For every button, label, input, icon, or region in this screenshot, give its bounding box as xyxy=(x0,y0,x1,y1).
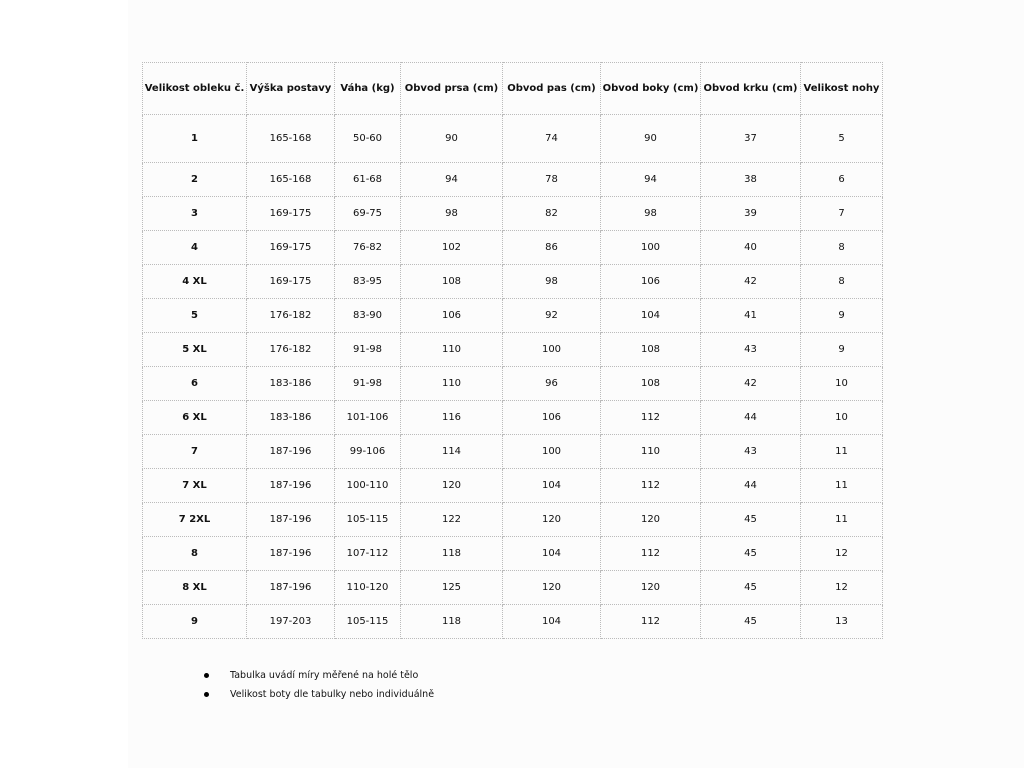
table-cell: 120 xyxy=(503,503,601,537)
table-cell: 74 xyxy=(503,115,601,163)
table-cell: 13 xyxy=(801,605,883,639)
table-cell: 169-175 xyxy=(247,231,335,265)
table-cell: 114 xyxy=(401,435,503,469)
size-cell: 1 xyxy=(143,115,247,163)
table-cell: 118 xyxy=(401,537,503,571)
table-cell: 61-68 xyxy=(335,163,401,197)
table-cell: 83-95 xyxy=(335,265,401,299)
table-cell: 104 xyxy=(503,605,601,639)
table-cell: 100 xyxy=(503,435,601,469)
table-cell: 69-75 xyxy=(335,197,401,231)
table-cell: 120 xyxy=(601,571,701,605)
table-cell: 42 xyxy=(701,367,801,401)
table-cell: 44 xyxy=(701,401,801,435)
table-row xyxy=(143,333,883,367)
table-cell: 187-196 xyxy=(247,469,335,503)
column-header: Velikost obleku č. xyxy=(143,63,247,115)
column-header: Obvod krku (cm) xyxy=(701,63,801,115)
table-cell: 45 xyxy=(701,537,801,571)
size-cell: 6 xyxy=(143,367,247,401)
table-cell: 10 xyxy=(801,367,883,401)
table-cell: 101-106 xyxy=(335,401,401,435)
table-cell: 197-203 xyxy=(247,605,335,639)
table-cell: 94 xyxy=(601,163,701,197)
table-cell: 45 xyxy=(701,503,801,537)
table-cell: 106 xyxy=(503,401,601,435)
table-cell: 9 xyxy=(801,299,883,333)
size-cell: 8 xyxy=(143,537,247,571)
table-cell: 104 xyxy=(601,299,701,333)
table-cell: 98 xyxy=(601,197,701,231)
table-cell: 45 xyxy=(701,571,801,605)
table-cell: 43 xyxy=(701,435,801,469)
table-cell: 110 xyxy=(601,435,701,469)
table-cell: 110 xyxy=(401,367,503,401)
table-row xyxy=(143,401,883,435)
column-header: Obvod boky (cm) xyxy=(601,63,701,115)
table-cell: 10 xyxy=(801,401,883,435)
size-table xyxy=(142,62,883,639)
table-cell: 108 xyxy=(401,265,503,299)
table-cell: 169-175 xyxy=(247,197,335,231)
table-cell: 6 xyxy=(801,163,883,197)
table-row xyxy=(143,197,883,231)
size-cell: 7 xyxy=(143,435,247,469)
size-cell: 6 XL xyxy=(143,401,247,435)
table-cell: 9 xyxy=(801,333,883,367)
table-cell: 8 xyxy=(801,231,883,265)
note-text: Velikost boty dle tabulky nebo individuálně xyxy=(230,689,435,700)
column-header: Obvod prsa (cm) xyxy=(401,63,503,115)
table-cell: 83-90 xyxy=(335,299,401,333)
table-row xyxy=(143,435,883,469)
table-cell: 7 xyxy=(801,197,883,231)
table-cell: 78 xyxy=(503,163,601,197)
table-cell: 176-182 xyxy=(247,333,335,367)
table-cell: 50-60 xyxy=(335,115,401,163)
bullet-icon xyxy=(204,692,209,697)
table-cell: 187-196 xyxy=(247,537,335,571)
table-cell: 120 xyxy=(601,503,701,537)
table-cell: 118 xyxy=(401,605,503,639)
table-cell: 102 xyxy=(401,231,503,265)
table-row xyxy=(143,163,883,197)
table-cell: 125 xyxy=(401,571,503,605)
table-cell: 110 xyxy=(401,333,503,367)
table-cell: 98 xyxy=(401,197,503,231)
table-cell: 12 xyxy=(801,537,883,571)
table-row xyxy=(143,605,883,639)
table-cell: 8 xyxy=(801,265,883,299)
table-cell: 90 xyxy=(401,115,503,163)
column-header: Výška postavy xyxy=(247,63,335,115)
table-row xyxy=(143,299,883,333)
table-cell: 110-120 xyxy=(335,571,401,605)
size-cell: 3 xyxy=(143,197,247,231)
table-cell: 187-196 xyxy=(247,571,335,605)
table-cell: 38 xyxy=(701,163,801,197)
table-cell: 40 xyxy=(701,231,801,265)
table-cell: 165-168 xyxy=(247,115,335,163)
table-row xyxy=(143,503,883,537)
table-cell: 105-115 xyxy=(335,503,401,537)
table-cell: 99-106 xyxy=(335,435,401,469)
table-row xyxy=(143,469,883,503)
table-cell: 104 xyxy=(503,537,601,571)
table-cell: 94 xyxy=(401,163,503,197)
table-cell: 169-175 xyxy=(247,265,335,299)
table-cell: 41 xyxy=(701,299,801,333)
table-cell: 11 xyxy=(801,503,883,537)
table-row xyxy=(143,571,883,605)
table-cell: 90 xyxy=(601,115,701,163)
note-item xyxy=(204,666,434,685)
table-cell: 45 xyxy=(701,605,801,639)
table-row xyxy=(143,367,883,401)
size-cell: 7 2XL xyxy=(143,503,247,537)
table-cell: 44 xyxy=(701,469,801,503)
note-item xyxy=(204,685,434,704)
table-cell: 37 xyxy=(701,115,801,163)
header-row xyxy=(143,63,883,115)
column-header: Obvod pas (cm) xyxy=(503,63,601,115)
table-cell: 105-115 xyxy=(335,605,401,639)
size-cell: 2 xyxy=(143,163,247,197)
notes-list xyxy=(204,666,434,704)
table-row xyxy=(143,265,883,299)
table-cell: 106 xyxy=(401,299,503,333)
table-cell: 120 xyxy=(503,571,601,605)
size-cell: 8 XL xyxy=(143,571,247,605)
table-cell: 112 xyxy=(601,605,701,639)
table-cell: 112 xyxy=(601,537,701,571)
bullet-icon xyxy=(204,673,209,678)
table-row xyxy=(143,115,883,163)
table-cell: 11 xyxy=(801,435,883,469)
table-cell: 183-186 xyxy=(247,367,335,401)
table-cell: 82 xyxy=(503,197,601,231)
table-cell: 183-186 xyxy=(247,401,335,435)
table-cell: 187-196 xyxy=(247,503,335,537)
table-cell: 120 xyxy=(401,469,503,503)
table-cell: 11 xyxy=(801,469,883,503)
table-cell: 107-112 xyxy=(335,537,401,571)
table-cell: 43 xyxy=(701,333,801,367)
table-row xyxy=(143,231,883,265)
table-cell: 108 xyxy=(601,367,701,401)
table-cell: 12 xyxy=(801,571,883,605)
table-cell: 100 xyxy=(503,333,601,367)
size-cell: 9 xyxy=(143,605,247,639)
table-cell: 42 xyxy=(701,265,801,299)
size-cell: 4 XL xyxy=(143,265,247,299)
size-cell: 5 XL xyxy=(143,333,247,367)
table-cell: 39 xyxy=(701,197,801,231)
table-cell: 106 xyxy=(601,265,701,299)
size-cell: 5 xyxy=(143,299,247,333)
table-cell: 104 xyxy=(503,469,601,503)
table-cell: 5 xyxy=(801,115,883,163)
table-cell: 176-182 xyxy=(247,299,335,333)
table-cell: 122 xyxy=(401,503,503,537)
column-header: Velikost nohy xyxy=(801,63,883,115)
table-cell: 187-196 xyxy=(247,435,335,469)
table-row xyxy=(143,537,883,571)
table-cell: 86 xyxy=(503,231,601,265)
size-cell: 4 xyxy=(143,231,247,265)
table-cell: 76-82 xyxy=(335,231,401,265)
table-cell: 100-110 xyxy=(335,469,401,503)
table-cell: 92 xyxy=(503,299,601,333)
table-cell: 100 xyxy=(601,231,701,265)
table-cell: 108 xyxy=(601,333,701,367)
column-header: Váha (kg) xyxy=(335,63,401,115)
table-cell: 98 xyxy=(503,265,601,299)
size-cell: 7 XL xyxy=(143,469,247,503)
table-cell: 112 xyxy=(601,469,701,503)
table-cell: 165-168 xyxy=(247,163,335,197)
table-cell: 116 xyxy=(401,401,503,435)
note-text: Tabulka uvádí míry měřené na holé tělo xyxy=(230,670,419,681)
table-cell: 91-98 xyxy=(335,333,401,367)
table-cell: 91-98 xyxy=(335,367,401,401)
table-cell: 112 xyxy=(601,401,701,435)
table-cell: 96 xyxy=(503,367,601,401)
